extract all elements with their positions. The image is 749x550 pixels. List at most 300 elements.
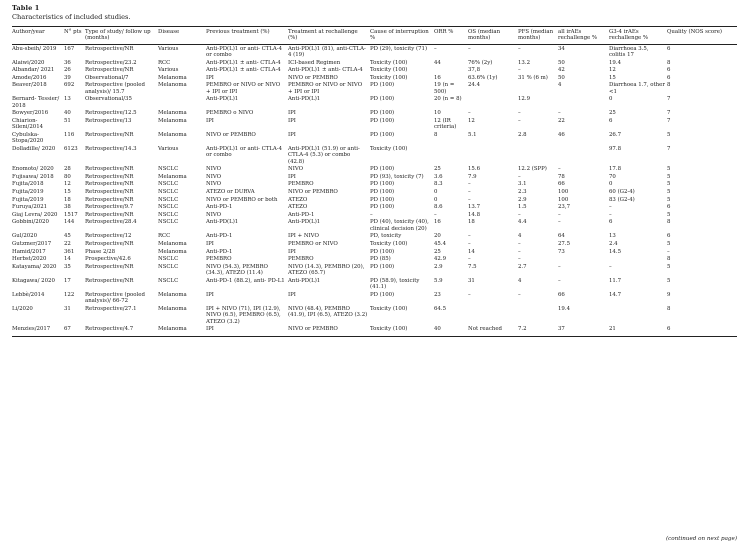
table-cell: Anti-PD(L)1 or anti- CTLA-4 or combo bbox=[206, 145, 283, 159]
table-cell: PD (100) bbox=[370, 248, 395, 255]
table-cell: Various bbox=[158, 145, 179, 152]
table-cell: 22 bbox=[64, 241, 71, 248]
table-cell: Anti-PD(L)1 ± anti- CTLA-4 bbox=[288, 67, 363, 74]
table-cell bbox=[518, 305, 558, 325]
table-cell: 167 bbox=[64, 45, 75, 52]
table-cell: 4.4 bbox=[518, 219, 527, 226]
table-cell: 11.7 bbox=[609, 277, 622, 284]
column-header: Previous treatment (%) bbox=[206, 27, 288, 45]
table-cell: Melanoma bbox=[158, 241, 187, 248]
table-cell: NIVO bbox=[206, 211, 222, 218]
table-cell: 37,8 bbox=[468, 67, 481, 74]
table-cell bbox=[468, 96, 518, 110]
table-cell: NIVO or PEMBRO bbox=[206, 131, 256, 138]
table-cell: Toxicity (100) bbox=[370, 145, 408, 152]
table-cell bbox=[468, 145, 518, 165]
table-cell: 14 bbox=[468, 248, 475, 255]
table-cell: NSCLC bbox=[158, 211, 179, 218]
table-cell: Fujita/2019 bbox=[12, 196, 44, 203]
table-cell: Prospective/42.6 bbox=[85, 256, 131, 263]
table-cell: PD (100) bbox=[370, 181, 395, 188]
table-cell: 5.1 bbox=[468, 131, 477, 138]
table-cell: – bbox=[558, 219, 561, 226]
table-cell: 6 bbox=[609, 117, 613, 124]
table-cell: 10 bbox=[434, 110, 441, 117]
table-cell: Anti-PD(L)1 bbox=[288, 277, 321, 284]
table-cell: Anti-PD(L)1 or anti- CTLA-4 or combo bbox=[206, 45, 283, 58]
table-cell: 50 bbox=[558, 59, 565, 66]
table-cell: PEMBRO or NIVO or NIVO + IPI or IPI bbox=[206, 82, 281, 95]
table-cell: 67 bbox=[64, 326, 85, 337]
table-cell: – bbox=[609, 211, 612, 218]
table-cell: 6 bbox=[667, 204, 671, 211]
table-cell bbox=[609, 256, 667, 264]
table-cell: 7 bbox=[667, 117, 671, 124]
table-cell: IPI bbox=[288, 110, 296, 117]
table-cell: – bbox=[518, 248, 521, 255]
table-cell: PD (100) bbox=[370, 196, 395, 203]
table-cell: Toxicity (100) bbox=[370, 67, 408, 74]
table-cell: 35 bbox=[64, 263, 71, 270]
table-cell: Retrospective/NR bbox=[85, 67, 134, 74]
table-cell: 12 bbox=[64, 181, 71, 188]
table-cell: Melanoma bbox=[158, 291, 187, 298]
table-cell: Alaiwi/2020 bbox=[12, 59, 45, 66]
table-cell: NSCLC bbox=[158, 219, 179, 226]
table-cell: Kitagawa/ 2020 bbox=[12, 277, 55, 284]
table-cell: NSCLC bbox=[158, 277, 179, 284]
table-cell: 8 bbox=[434, 131, 438, 138]
table-row bbox=[12, 256, 737, 264]
table-cell: IPI bbox=[288, 117, 296, 124]
table-row bbox=[12, 96, 737, 110]
table-cell: Albandar/ 2021 bbox=[12, 67, 55, 74]
table-row bbox=[12, 219, 737, 233]
table-cell: 13 bbox=[609, 233, 616, 240]
table-cell: 2.7 bbox=[518, 263, 527, 270]
table-cell: 25 bbox=[434, 248, 441, 255]
column-header: Author/year bbox=[12, 27, 64, 45]
table-cell: Li/2020 bbox=[12, 305, 33, 312]
table-cell: 19.4 bbox=[609, 59, 622, 66]
table-cell: 23 bbox=[434, 291, 441, 298]
table-cell: 7 bbox=[667, 96, 671, 103]
table-cell: – bbox=[468, 110, 471, 117]
table-cell: 5 bbox=[667, 211, 671, 218]
table-cell: NIVO or PEMBRO bbox=[288, 189, 338, 196]
table-cell: Retrospective/23.2 bbox=[85, 59, 137, 66]
table-cell: 4 bbox=[518, 233, 522, 240]
table-cell: 3.6 bbox=[434, 173, 443, 180]
table-cell: Fujita/2018 bbox=[12, 181, 44, 188]
table-cell: – bbox=[518, 241, 521, 248]
table-cell: 40 bbox=[64, 110, 71, 117]
table-cell: PD (100) bbox=[370, 131, 395, 138]
table-cell: 16 bbox=[434, 219, 441, 226]
table-cell: Toxicity (100) bbox=[370, 326, 434, 337]
table-cell: 2.3 bbox=[518, 189, 527, 196]
continued-note: (continued on next page) bbox=[665, 536, 737, 542]
table-cell: Anti-PD(L)1 bbox=[288, 219, 321, 226]
table-cell: 7.9 bbox=[468, 173, 477, 180]
table-cell: Herbst/2020 bbox=[12, 256, 47, 263]
table-cell: 12 (IR criteria) bbox=[434, 117, 457, 131]
table-cell: Anti-PD-1 (88.2), anti- PD-L1 bbox=[206, 277, 285, 284]
table-cell: 39 bbox=[64, 74, 71, 81]
table-header-row bbox=[12, 27, 737, 45]
table-cell: Toxicity (100) bbox=[370, 305, 408, 312]
table-cell: 12.9 bbox=[518, 96, 531, 103]
table-cell: Lebbè/2014 bbox=[12, 291, 45, 298]
table-row bbox=[12, 145, 737, 165]
table-cell: Retrospective/27.1 bbox=[85, 305, 137, 312]
table-cell: ATEZO bbox=[288, 196, 308, 203]
table-cell: 14 bbox=[64, 256, 71, 263]
table-cell bbox=[558, 145, 609, 165]
table-cell: Furuya/2021 bbox=[12, 204, 48, 211]
table-cell: Chiarion- Sileni/2014 bbox=[12, 117, 44, 131]
table-cell: 7.2 bbox=[518, 326, 558, 337]
table-row bbox=[12, 44, 737, 59]
table-cell: 42 bbox=[558, 67, 565, 74]
table-cell: Cybulska- Stopa/2020 bbox=[12, 131, 44, 145]
table-cell: 5 bbox=[667, 277, 671, 284]
table-cell: Anti-PD-1 bbox=[206, 233, 233, 240]
table-cell: 100 bbox=[558, 196, 569, 203]
table-cell: Retrospective/12.5 bbox=[85, 110, 137, 117]
table-cell bbox=[518, 145, 558, 165]
table-cell: Amode/2016 bbox=[12, 74, 47, 81]
table-cell: NIVO (54.3), PEMBRO (34.3), ATEZO (11.4) bbox=[206, 263, 268, 277]
column-header: N° pts bbox=[64, 27, 85, 45]
table-cell: PEMBRO bbox=[206, 256, 232, 263]
table-cell: 5 bbox=[667, 189, 671, 196]
table-cell: 361 bbox=[64, 248, 75, 255]
table-cell: – bbox=[558, 263, 561, 270]
table-cell: 14.8 bbox=[468, 211, 481, 218]
table-cell: 31 bbox=[468, 277, 475, 284]
table-cell: Melanoma bbox=[158, 82, 187, 89]
table-cell: – bbox=[518, 45, 521, 52]
table-cell: Toxicity (100) bbox=[370, 59, 408, 66]
table-cell: – bbox=[468, 196, 471, 203]
table-cell: 31 bbox=[64, 305, 71, 312]
table-cell: PEMBRO bbox=[288, 256, 314, 263]
table-row bbox=[12, 277, 737, 291]
column-header: all irAEs rechallenge % bbox=[558, 27, 609, 45]
table-cell: Fujisawa/ 2018 bbox=[12, 173, 54, 180]
table-cell: 18 bbox=[64, 196, 71, 203]
table-cell: Anti-PD-1 bbox=[206, 204, 233, 211]
table-cell: 83 (G2-4) bbox=[609, 196, 635, 203]
table-cell: 100 bbox=[558, 189, 569, 196]
table-cell: 13 bbox=[64, 96, 71, 103]
table-cell: – bbox=[558, 110, 561, 117]
table-cell: NSCLC bbox=[158, 166, 179, 173]
table-cell: NIVO bbox=[206, 181, 222, 188]
table-row bbox=[12, 131, 737, 145]
table-cell: PEMBRO or NIVO or NIVO + IPI or IPI bbox=[288, 82, 363, 95]
table-cell: NIVO or PEMBRO bbox=[288, 74, 338, 81]
table-cell: NSCLC bbox=[158, 256, 179, 263]
table-cell: 13.2 bbox=[518, 59, 531, 66]
table-cell: 21 bbox=[609, 326, 667, 337]
table-cell: 64 bbox=[558, 233, 565, 240]
table-cell: Retrospective/9.7 bbox=[85, 204, 134, 211]
table-cell: Melanoma bbox=[158, 110, 187, 117]
table-cell: Observational/35 bbox=[85, 96, 132, 103]
table-cell: 6 bbox=[667, 326, 737, 337]
table-cell: IPI + NIVO bbox=[288, 233, 319, 240]
table-cell bbox=[434, 66, 468, 74]
table-row bbox=[12, 305, 737, 325]
table-cell: Retrospective (pooled analysis)/ 15.7 bbox=[85, 82, 145, 95]
table-cell: 7 bbox=[667, 110, 671, 117]
table-cell: 34 bbox=[558, 45, 565, 52]
studies-table bbox=[12, 26, 737, 337]
table-cell: 5 bbox=[667, 181, 671, 188]
table-cell: 15.6 bbox=[468, 166, 481, 173]
table-cell: PD (85) bbox=[370, 256, 391, 263]
table-cell: 31 % (6 m) bbox=[518, 74, 548, 81]
table-row bbox=[12, 204, 737, 212]
table-cell: Not reached bbox=[468, 326, 518, 337]
table-cell: 13.7 bbox=[468, 204, 481, 211]
table-cell: NSCLC bbox=[158, 181, 179, 188]
table-cell: 19.4 bbox=[558, 305, 571, 312]
table-cell: – bbox=[518, 291, 521, 298]
table-cell: Retrospective/NR bbox=[85, 211, 134, 218]
table-cell: 12.2 (SPP) bbox=[518, 166, 547, 173]
table-cell: 44 bbox=[434, 59, 441, 66]
table-cell: Gutzmer/2017 bbox=[12, 241, 52, 248]
table-cell: 8 bbox=[667, 219, 671, 226]
table-cell: Retrospective/12 bbox=[85, 233, 132, 240]
table-cell: Retrospective/28.4 bbox=[85, 219, 137, 226]
table-cell: Melanoma bbox=[158, 173, 187, 180]
table-cell: PEMBRO o NIVO bbox=[206, 110, 254, 117]
table-cell: – bbox=[518, 110, 521, 117]
table-cell: 5 bbox=[667, 166, 671, 173]
table-cell: 60 (G2-4) bbox=[609, 189, 635, 196]
table-row bbox=[12, 263, 737, 277]
table-cell: PD, toxicity bbox=[370, 233, 402, 240]
table-cell: Retrospective/4.7 bbox=[85, 326, 158, 337]
table-cell: 12 bbox=[609, 67, 616, 74]
table-cell: 70 bbox=[609, 173, 616, 180]
table-cell: Bowyer/2016 bbox=[12, 110, 49, 117]
table-cell: 26 bbox=[64, 67, 71, 74]
table-cell: 80 bbox=[64, 173, 71, 180]
table-cell: IPI bbox=[206, 117, 214, 124]
table-cell: IPI bbox=[288, 248, 296, 255]
table-cell: NIVO or PEMBRO bbox=[288, 326, 370, 337]
table-cell: Melanoma bbox=[158, 305, 187, 312]
table-cell: 0 bbox=[434, 196, 438, 203]
table-cell: 12 bbox=[468, 117, 475, 124]
table-cell bbox=[558, 96, 609, 110]
table-cell: 5 bbox=[667, 241, 671, 248]
table-cell: Gul/2020 bbox=[12, 233, 38, 240]
table-cell: ATEZO bbox=[288, 204, 308, 211]
table-cell: – bbox=[518, 256, 521, 263]
table-cell: Anti-PD-1 bbox=[288, 211, 315, 218]
table-cell: PD (40), toxicity (40), clinical decision (20) bbox=[370, 219, 429, 232]
table-cell: 73 bbox=[558, 248, 565, 255]
table-cell: NIVO (48.4), PEMBRO (41.9), IPI (6.5), ATEZO (3.2) bbox=[288, 305, 368, 319]
table-cell: 15 bbox=[64, 189, 71, 196]
table-cell: Retrospective/13 bbox=[85, 117, 132, 124]
table-cell: 17.8 bbox=[609, 166, 622, 173]
table-cell bbox=[609, 305, 667, 325]
table-cell: 25 bbox=[434, 166, 441, 173]
table-cell: PD (100) bbox=[370, 96, 395, 103]
table-cell: 116 bbox=[64, 131, 75, 138]
table-cell: 2.9 bbox=[434, 263, 443, 270]
table-cell: Fujita/2019 bbox=[12, 189, 44, 196]
table-cell: PD (100) bbox=[370, 166, 395, 173]
table-cell: Anti-PD(L)1 (81), anti-CTLA-4 (19) bbox=[288, 45, 366, 58]
table-cell: Hamid/2017 bbox=[12, 248, 46, 255]
table-cell: – bbox=[468, 291, 471, 298]
table-cell: – bbox=[558, 277, 561, 284]
table-cell: IPI bbox=[206, 291, 214, 298]
table-caption: Characteristics of included studies. bbox=[12, 13, 131, 21]
table-cell: NIVO bbox=[206, 166, 222, 173]
table-cell: 45.4 bbox=[434, 241, 447, 248]
table-cell: 6123 bbox=[64, 145, 78, 152]
table-row bbox=[12, 66, 737, 74]
table-cell: 46 bbox=[558, 131, 565, 138]
table-cell: Bernard- Tessier/ 2018 bbox=[12, 96, 60, 109]
table-cell: 2.4 bbox=[609, 241, 618, 248]
table-cell: 42.9 bbox=[434, 256, 447, 263]
table-cell: 20 bbox=[434, 233, 441, 240]
table-cell: Melanoma bbox=[158, 131, 187, 138]
table-row bbox=[12, 233, 737, 241]
table-cell: – bbox=[558, 166, 561, 173]
table-cell: PD (100) bbox=[370, 189, 395, 196]
table-cell: NIVO bbox=[288, 166, 304, 173]
table-cell: IPI bbox=[206, 326, 288, 337]
table-cell: 1.5 bbox=[518, 204, 527, 211]
table-cell: NSCLC bbox=[158, 196, 179, 203]
table-cell: 26.7 bbox=[609, 131, 622, 138]
table-cell: Retrospective/NR bbox=[85, 241, 134, 248]
table-cell: 14.7 bbox=[609, 291, 622, 298]
table-cell: NSCLC bbox=[158, 263, 179, 270]
table-cell: PD (100) bbox=[370, 204, 395, 211]
table-cell: 51 bbox=[64, 117, 71, 124]
table-cell: IPI bbox=[206, 241, 214, 248]
table-cell: 6 bbox=[667, 45, 671, 52]
table-cell: – bbox=[518, 211, 521, 218]
table-cell: 8.6 bbox=[434, 204, 443, 211]
table-cell: Retrospective/NR bbox=[85, 189, 134, 196]
table-row bbox=[12, 82, 737, 96]
table-row bbox=[12, 110, 737, 118]
table-row bbox=[12, 173, 737, 181]
column-header: ORR % bbox=[434, 27, 468, 45]
table-cell: – bbox=[609, 204, 612, 211]
table-cell: 16 bbox=[434, 74, 441, 81]
table-cell: 18 bbox=[468, 219, 475, 226]
table-cell: 6 bbox=[609, 219, 613, 226]
table-cell: 2.9 bbox=[518, 196, 527, 203]
table-row bbox=[12, 117, 737, 131]
table-row bbox=[12, 188, 737, 196]
table-cell: NIVO (14.3), PEMBRO (20), ATEZO (65.7) bbox=[288, 263, 365, 277]
table-cell: – bbox=[468, 189, 471, 196]
table-cell: Retrospective (pooled analysis)/ 66-72 bbox=[85, 291, 145, 305]
table-cell: – bbox=[468, 233, 471, 240]
table-cell: PEMBRO bbox=[288, 181, 314, 188]
table-cell: Katayama/ 2020 bbox=[12, 263, 57, 270]
table-row bbox=[12, 166, 737, 174]
table-cell: – bbox=[468, 45, 471, 52]
table-body bbox=[12, 44, 737, 336]
table-cell bbox=[468, 305, 518, 325]
table-cell: 22 bbox=[558, 117, 565, 124]
table-cell: 4 bbox=[558, 82, 562, 89]
table-cell: Diarrhoea 3.5, colitis 17 bbox=[609, 45, 649, 58]
table-cell: Retrospective/NR bbox=[85, 196, 134, 203]
table-cell: 8 bbox=[667, 82, 671, 89]
table-cell: PD (58.9), toxicity (41.1) bbox=[370, 277, 420, 291]
table-cell: Retrospective/NR bbox=[85, 131, 134, 138]
table-cell: Menzies/2017 bbox=[12, 326, 64, 337]
table-cell: – bbox=[468, 256, 471, 263]
table-cell: 4 bbox=[518, 277, 522, 284]
column-header: Quality (NOS score) bbox=[667, 27, 737, 45]
table-cell: 7 bbox=[667, 145, 671, 152]
table-cell: RCC bbox=[158, 233, 171, 240]
table-cell: 23,7 bbox=[558, 204, 571, 211]
table-cell: 122 bbox=[64, 291, 75, 298]
table-cell: Retrospective/NR bbox=[85, 173, 134, 180]
table-cell: PD (100) bbox=[370, 291, 395, 298]
table-cell: 25 bbox=[609, 110, 616, 117]
table-cell: 27.5 bbox=[558, 241, 571, 248]
table-cell: 9 bbox=[667, 291, 671, 298]
table-cell: IPI + NIVO (71), IPI (12.9), NIVO (6.5), PEMBRO (6.5), ATEZO (3.2) bbox=[206, 305, 281, 325]
table-cell: IPI bbox=[288, 173, 296, 180]
table-cell: 1517 bbox=[64, 211, 78, 218]
table-cell: Retrospective/NR bbox=[85, 166, 134, 173]
table-cell: 50 bbox=[558, 74, 565, 81]
table-cell: Anti-PD-1 bbox=[206, 248, 233, 255]
table-cell: – bbox=[518, 117, 521, 124]
table-cell bbox=[434, 145, 468, 165]
table-cell: 8 bbox=[667, 305, 671, 312]
table-cell: Melanoma bbox=[158, 74, 187, 81]
table-cell: 692 bbox=[64, 82, 75, 89]
table-cell: PD (100) bbox=[370, 117, 395, 124]
table-cell: 76% (2y) bbox=[468, 59, 493, 66]
table-cell: Retrospective/NR bbox=[85, 277, 134, 284]
table-cell: – bbox=[558, 211, 561, 218]
table-cell: 37 bbox=[558, 326, 609, 337]
table-cell: 36 bbox=[64, 59, 71, 66]
table-cell: 7.5 bbox=[468, 263, 477, 270]
table-label: Table 1 bbox=[12, 4, 40, 12]
table-cell: – bbox=[667, 248, 670, 255]
table-row bbox=[12, 196, 737, 204]
table-cell: NIVO bbox=[206, 173, 222, 180]
table-cell: RCC bbox=[158, 59, 171, 66]
table-cell: – bbox=[468, 241, 471, 248]
table-row bbox=[12, 59, 737, 67]
